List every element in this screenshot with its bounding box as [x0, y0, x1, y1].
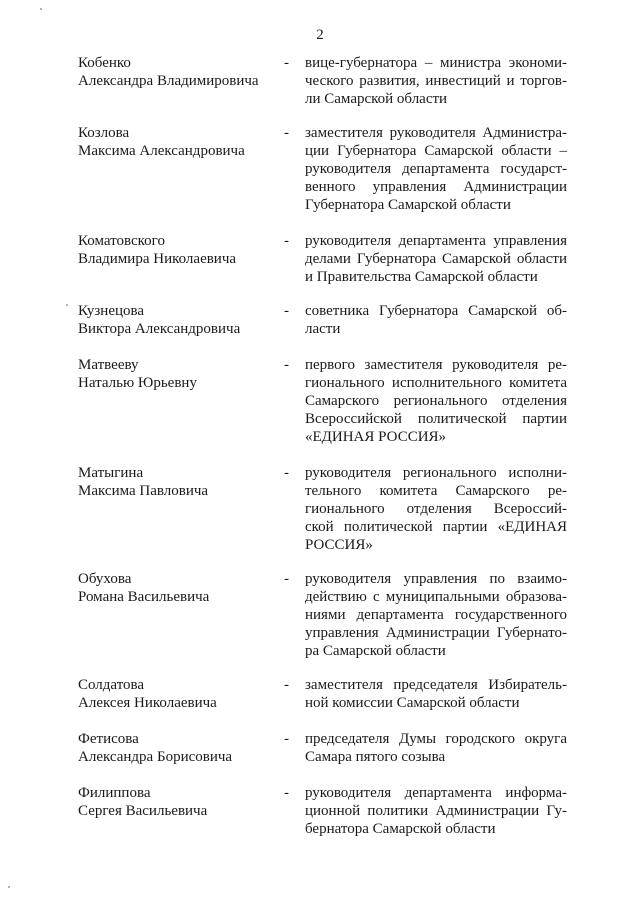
name-line: Романа Васильевича — [78, 589, 210, 605]
appointee-name — [78, 570, 278, 606]
scan-speck — [40, 8, 42, 10]
separator-dash: - — [284, 125, 289, 141]
position-line: руководителя департамента управления — [305, 233, 567, 249]
appointee-position — [305, 570, 567, 660]
name-line: Максима Александровича — [78, 143, 245, 159]
name-line: Коматовского — [78, 233, 165, 249]
position-line: ласти — [305, 321, 341, 337]
position-line: РОССИЯ» — [305, 537, 373, 553]
position-line: ции Губернатора Самарской области – — [305, 143, 567, 159]
separator-dash: - — [284, 303, 289, 319]
appointee-name — [78, 730, 278, 766]
name-line: Козлова — [78, 125, 130, 141]
name-line: Солдатова — [78, 677, 145, 693]
scan-speck — [8, 886, 10, 888]
appointee-position — [305, 124, 567, 214]
appointee-position — [305, 232, 567, 286]
appointee-position — [305, 54, 567, 108]
position-line: вице-губернатора – министра экономи- — [305, 55, 567, 71]
position-line: ской политической партии «ЕДИНАЯ — [305, 519, 567, 535]
position-line: ниями департамента государственного — [305, 607, 567, 623]
appointee-name — [78, 464, 278, 500]
separator-dash: - — [284, 785, 289, 801]
position-line: «ЕДИНАЯ РОССИЯ» — [305, 429, 447, 445]
name-line: Александра Борисовича — [78, 749, 233, 765]
name-line: Виктора Александровича — [78, 321, 241, 337]
name-line: Матвееву — [78, 357, 139, 373]
name-line: Обухова — [78, 571, 132, 587]
appointee-name — [78, 124, 278, 160]
position-line: первого заместителя руководителя ре- — [305, 357, 567, 373]
position-line: венного управления Администрации — [305, 179, 567, 195]
appointee-position — [305, 356, 567, 446]
position-line: гионального исполнительного комитета — [305, 375, 567, 391]
name-line: Сергея Васильевича — [78, 803, 208, 819]
name-line: Филиппова — [78, 785, 151, 801]
position-line: ческого развития, инвестиций и торгов- — [305, 73, 567, 89]
position-line: и Правительства Самарской области — [305, 269, 538, 285]
name-line: Александра Владимировича — [78, 73, 259, 89]
separator-dash: - — [284, 55, 289, 71]
position-line: председателя Думы городского округа — [305, 731, 567, 747]
name-line: Владимира Николаевича — [78, 251, 237, 267]
position-line: Самарского регионального отделения — [305, 393, 567, 409]
appointee-position — [305, 730, 567, 766]
position-line: руководителя департамента информа- — [305, 785, 567, 801]
name-line: Кузнецова — [78, 303, 145, 319]
appointee-position — [305, 784, 567, 838]
name-line: Максима Павловича — [78, 483, 209, 499]
separator-dash: - — [284, 233, 289, 249]
separator-dash: - — [284, 677, 289, 693]
position-line: ра Самарской области — [305, 643, 446, 659]
position-line: руководителя управления по взаимо- — [305, 571, 567, 587]
name-line: Кобенко — [78, 55, 131, 71]
name-line: Наталью Юрьевну — [78, 375, 197, 391]
separator-dash: - — [284, 357, 289, 373]
position-line: заместителя руководителя Администра- — [305, 125, 567, 141]
position-line: управления Администрации Губернато- — [305, 625, 567, 641]
separator-dash: - — [284, 731, 289, 747]
appointee-position — [305, 464, 567, 554]
position-line: руководителя регионального исполни- — [305, 465, 567, 481]
position-line: ционной политики Администрации Гу- — [305, 803, 567, 819]
name-line: Матыгина — [78, 465, 144, 481]
position-line: гионального отделения Всероссий- — [305, 501, 567, 517]
name-line: Фетисова — [78, 731, 139, 747]
position-line: советника Губернатора Самарской об- — [305, 303, 567, 319]
position-line: бернатора Самарской области — [305, 821, 496, 837]
position-line: действию с муниципальными образова- — [305, 589, 567, 605]
position-line: делами Губернатора Самарской области — [305, 251, 567, 267]
position-line: Всероссийской политической партии — [305, 411, 567, 427]
appointee-position — [305, 302, 567, 338]
appointee-name — [78, 356, 278, 392]
scan-speck — [66, 304, 68, 306]
position-line: ли Самарской области — [305, 91, 448, 107]
separator-dash: - — [284, 571, 289, 587]
appointee-position — [305, 676, 567, 712]
position-line: заместителя председателя Избиратель- — [305, 677, 567, 693]
appointee-name — [78, 232, 278, 268]
position-line: тельного комитета Самарского ре- — [305, 483, 567, 499]
appointee-name — [78, 784, 278, 820]
page-number: 2 — [316, 27, 324, 43]
position-line: Губернатора Самарской области — [305, 197, 511, 213]
name-line: Алексея Николаевича — [78, 695, 217, 711]
separator-dash: - — [284, 465, 289, 481]
appointee-name — [78, 54, 278, 90]
appointee-name — [78, 302, 278, 338]
appointee-name — [78, 676, 278, 712]
position-line: руководителя департамента государст- — [305, 161, 567, 177]
position-line: ной комиссии Самарской области — [305, 695, 520, 711]
position-line: Самара пятого созыва — [305, 749, 446, 765]
